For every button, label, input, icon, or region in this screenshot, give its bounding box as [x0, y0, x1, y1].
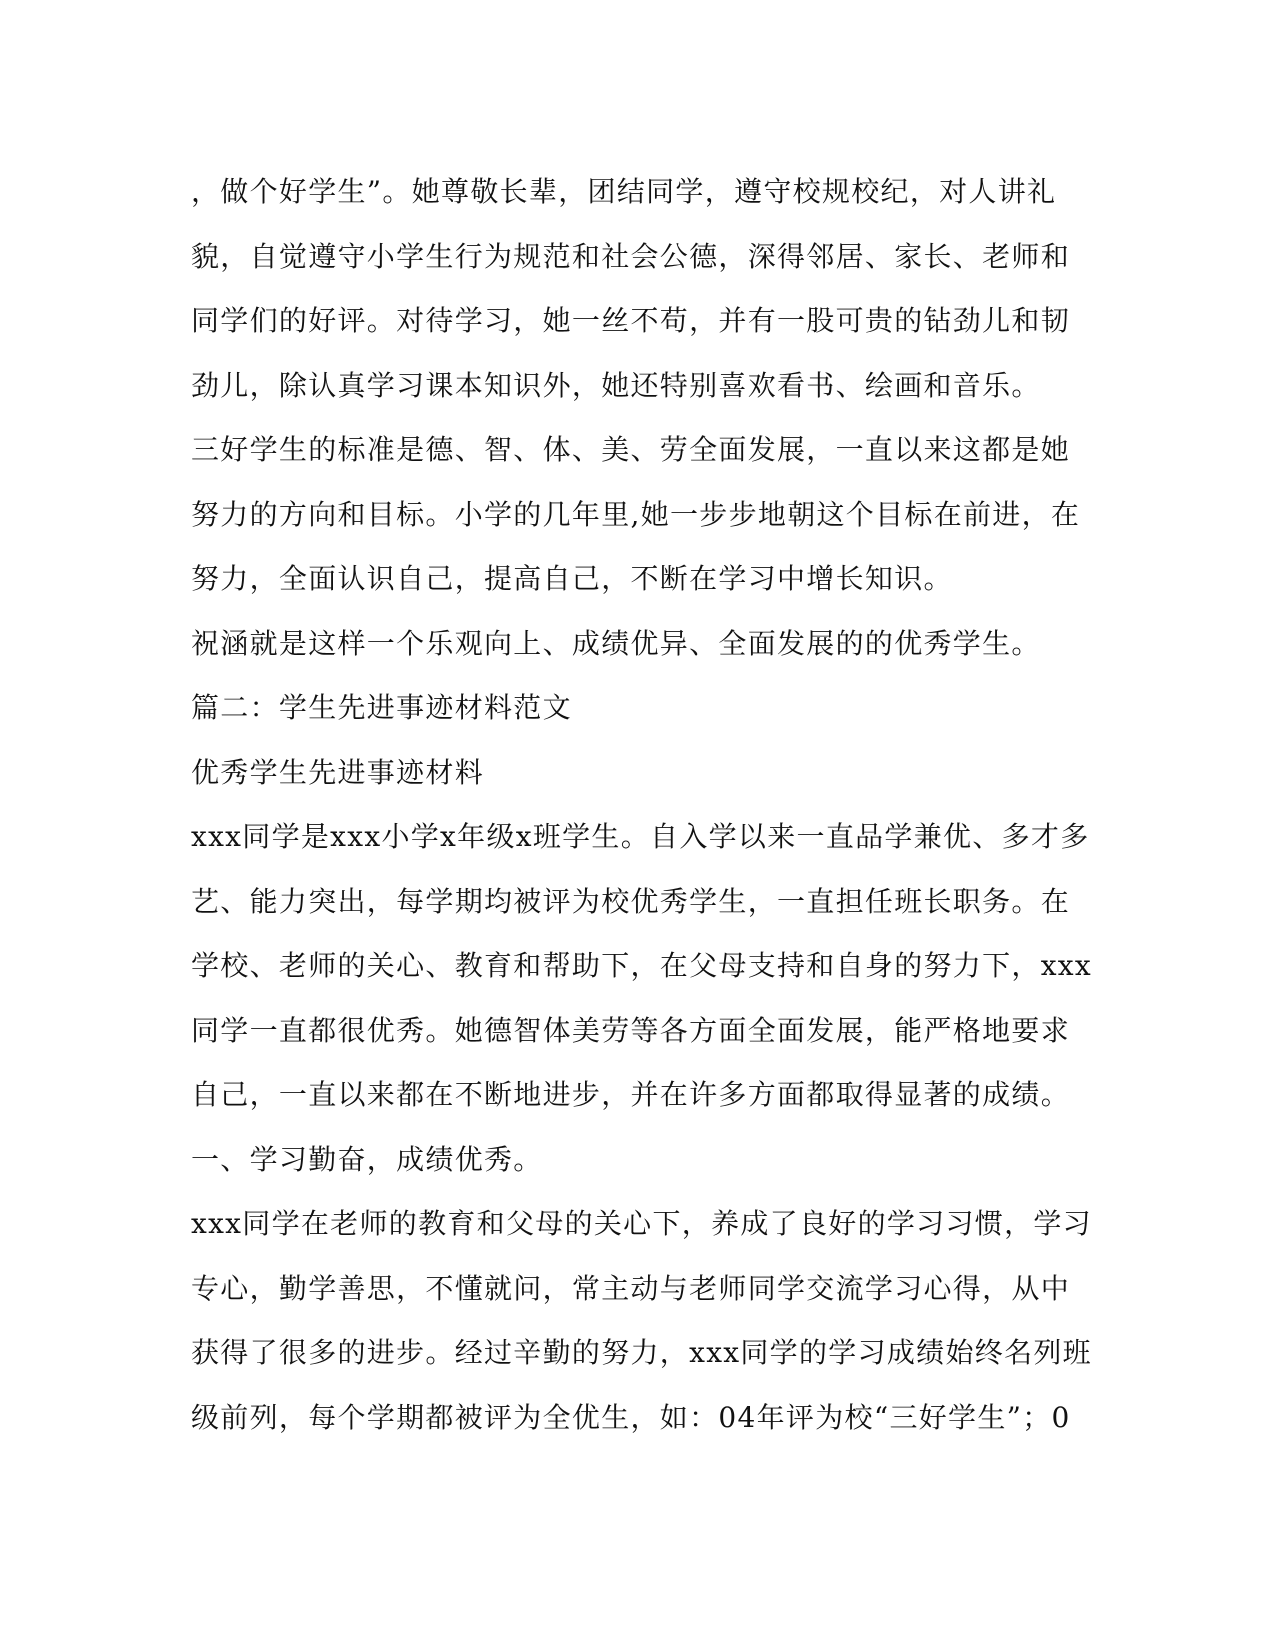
- text-line: 努力，全面认识自己，提高自己，不断在学习中增长知识。: [191, 562, 953, 595]
- subheading: 优秀学生先进事迹材料: [191, 755, 485, 789]
- text-line: 劲儿，除认真学习课本知识外，她还特别喜欢看书、绘画和音乐。: [191, 368, 1041, 402]
- text-line: 三好学生的标准是德、智、体、美、劳全面发展，一直以来这都是她: [191, 433, 1071, 466]
- text-line: xxx同学在老师的教育和父母的关心下，养成了良好的学习习惯，学习: [191, 1207, 1092, 1240]
- text-line: 艺、能力突出，每学期均被评为校优秀学生，一直担任班长职务。在: [191, 884, 1071, 918]
- text-line: 自己，一直以来都在不断地进步，并在许多方面都取得显著的成绩。: [191, 1078, 1071, 1111]
- text-line: 专心，勤学善思，不懂就问，常主动与老师同学交流学习心得，从中: [191, 1271, 1071, 1305]
- text-line: 貌，自觉遵守小学生行为规范和社会公德，深得邻居、家长、老师和: [191, 239, 1071, 273]
- section-heading: 篇二：学生先进事迹材料范文: [191, 691, 572, 724]
- text-line: 学校、老师的关心、教育和帮助下，在父母支持和自身的努力下，xxx: [191, 949, 1092, 982]
- text-line: xxx同学是xxx小学x年级x班学生。自入学以来一直品学兼优、多才多: [191, 820, 1090, 853]
- text-line: 努力的方向和目标。小学的几年里,她一步步地朝这个目标在前进，在: [191, 497, 1081, 531]
- text-line: 祝涵就是这样一个乐观向上、成绩优异、全面发展的的优秀学生。: [191, 626, 1041, 660]
- document-body: [191, 160, 1091, 1450]
- text-line: ，做个好学生”。她尊敬长辈，团结同学，遵守校规校纪，对人讲礼: [191, 175, 1057, 208]
- text-line: 级前列，每个学期都被评为全优生，如：04年评为校“三好学生”；0: [191, 1400, 1071, 1434]
- text-line: 同学们的好评。对待学习，她一丝不苟，并有一股可贵的钻劲儿和韧: [191, 304, 1071, 337]
- text-line: 获得了很多的进步。经过辛勤的努力，xxx同学的学习成绩始终名列班: [191, 1336, 1092, 1369]
- text-line: 同学一直都很优秀。她德智体美劳等各方面全面发展，能严格地要求: [191, 1013, 1071, 1047]
- list-heading: 一、学习勤奋，成绩优秀。: [191, 1142, 543, 1176]
